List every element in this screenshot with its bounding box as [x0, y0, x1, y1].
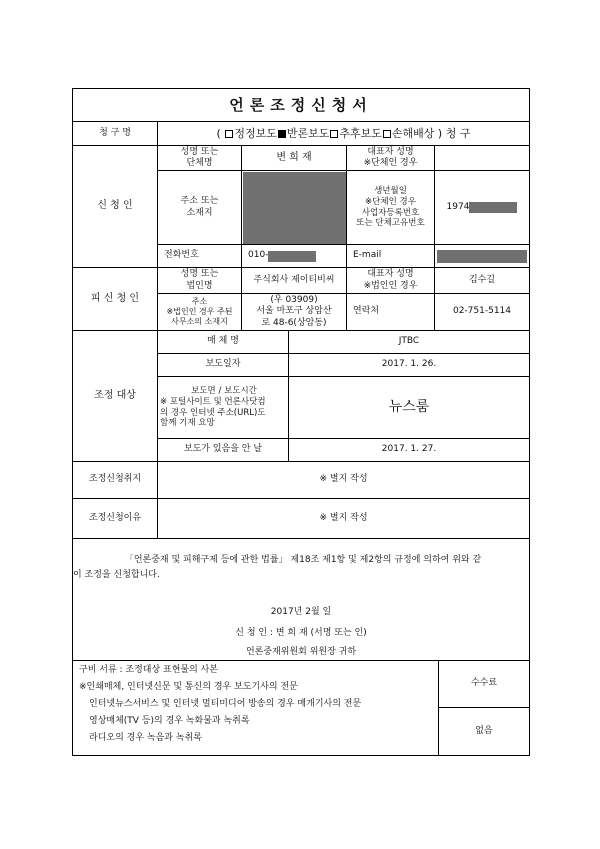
respondent-contact-label: 연락처 — [347, 294, 435, 331]
purpose-label: 조정신청취지 — [73, 462, 158, 499]
damages-checkbox[interactable] — [383, 130, 391, 138]
known-date-label: 보도가 있음을 안 날 — [158, 439, 289, 462]
applicant-email-value — [435, 245, 529, 268]
statement-line-2: 이 조정을 신청합니다. — [73, 570, 160, 580]
rebuttal-checkbox[interactable] — [278, 130, 286, 138]
damages-label: 손해배상 — [391, 126, 435, 140]
reason-label: 조정신청이유 — [73, 499, 158, 539]
reason-value: ※ 별지 작성 — [158, 499, 529, 539]
correction-checkbox[interactable] — [225, 130, 233, 138]
respondent-contact-value: 02-751-5114 — [435, 294, 529, 331]
report-date-value: 2017. 1. 26. — [289, 354, 529, 377]
redacted-address — [243, 172, 346, 244]
applicant-phone-label: 전화번호 — [158, 245, 242, 268]
form-title-text: 언론조정신청서 — [229, 95, 373, 114]
attachment-line-1: 구비 서류 : 조정대상 표현물의 사본 — [79, 665, 219, 675]
fee-value: 없음 — [475, 725, 493, 736]
application-form — [72, 88, 530, 756]
attachment-line-2: ※인쇄매체, 인터넷신문 및 통신의 경우 보도기사의 전문 — [79, 682, 298, 692]
applicant-section-label: 신 청 인 — [73, 146, 158, 268]
respondent-section-label: 피 신 청 인 — [73, 268, 158, 331]
applicant-birth-label: 생년월일 ※단체인 경우 사업자등록번호 또는 단체고유번호 — [347, 171, 435, 245]
statement-line-1: 「언론중재 및 피해구제 등에 관한 법률」 제18조 제1항 및 제2항의 규정에 의하여 위와 같 — [124, 555, 482, 565]
applicant-rep-value — [435, 146, 529, 171]
attachments-block — [73, 661, 439, 755]
applicant-birth-value: 1974 — [435, 171, 529, 245]
applicant-email-label: E-mail — [347, 245, 435, 268]
redacted-birth — [469, 202, 517, 213]
respondent-address-label: 주소 ※법인인 경우 주된 사무소의 소재지 — [158, 294, 242, 331]
target-section-label: 조정 대상 — [73, 331, 158, 462]
purpose-value: ※ 별지 작성 — [158, 462, 529, 499]
statement-addressee: 언론중재위원회 위원장 귀하 — [245, 647, 357, 657]
applicant-address-label: 주소 또는 소재지 — [158, 171, 242, 245]
request-type-options: ( 정정보도 반론보도 추후보도 손해배상 ) 청 구 — [158, 122, 529, 146]
attachment-line-4: 영상매체(TV 등)의 경우 녹화물과 녹취록 — [89, 716, 250, 726]
correction-label: 정정보도 — [234, 126, 277, 140]
applicant-address-value — [242, 171, 347, 245]
applicant-rep-label: 대표자 성명 ※단체인 경우 — [347, 146, 435, 171]
known-date-value: 2017. 1. 27. — [289, 439, 529, 462]
request-type-label: 청 구 명 — [73, 122, 158, 146]
respondent-rep-value: 김수길 — [435, 268, 529, 294]
followup-checkbox[interactable] — [330, 130, 338, 138]
applicant-name-label: 성명 또는 단체명 — [158, 146, 242, 171]
program-value: 뉴스룸 — [289, 377, 529, 439]
applicant-phone-value: 010- — [242, 245, 347, 268]
attachment-line-5: 라디오의 경우 녹음과 녹취록 — [89, 733, 202, 743]
followup-label: 추후보도 — [339, 126, 382, 140]
redacted-phone — [268, 251, 316, 262]
media-label: 매 체 명 — [158, 331, 289, 354]
program-label: 보도면 / 보도시간 ※ 포털사이트 및 언론사닷컴 의 경우 인터넷 주소(URL)도 함께 기재 요망 — [158, 377, 289, 439]
statement-signer: 신 청 인 : 변 희 재 (서명 또는 인) — [235, 628, 367, 638]
rebuttal-label: 반론보도 — [286, 126, 330, 140]
statement-date: 2017년 2월 일 — [270, 607, 332, 617]
media-value: JTBC — [289, 331, 529, 354]
redacted-email — [437, 250, 527, 263]
respondent-rep-label: 대표자 성명 ※법인인 경우 — [347, 268, 435, 294]
report-date-label: 보도일자 — [158, 354, 289, 377]
respondent-name-value: 주식회사 제이티비씨 — [242, 268, 347, 294]
statement-block — [73, 539, 529, 661]
fee-label: 수수료 — [439, 661, 529, 708]
attachment-line-3: 인터넷뉴스서비스 및 인터넷 멀티미디어 방송의 경우 매개기사의 전문 — [89, 699, 362, 709]
respondent-address-value: (우 03909) 서울 마포구 상암산 로 48-6(상암동) — [242, 294, 347, 331]
form-title — [73, 89, 529, 122]
applicant-name-value: 변 희 재 — [242, 146, 347, 171]
respondent-name-label: 성명 또는 법인명 — [158, 268, 242, 294]
